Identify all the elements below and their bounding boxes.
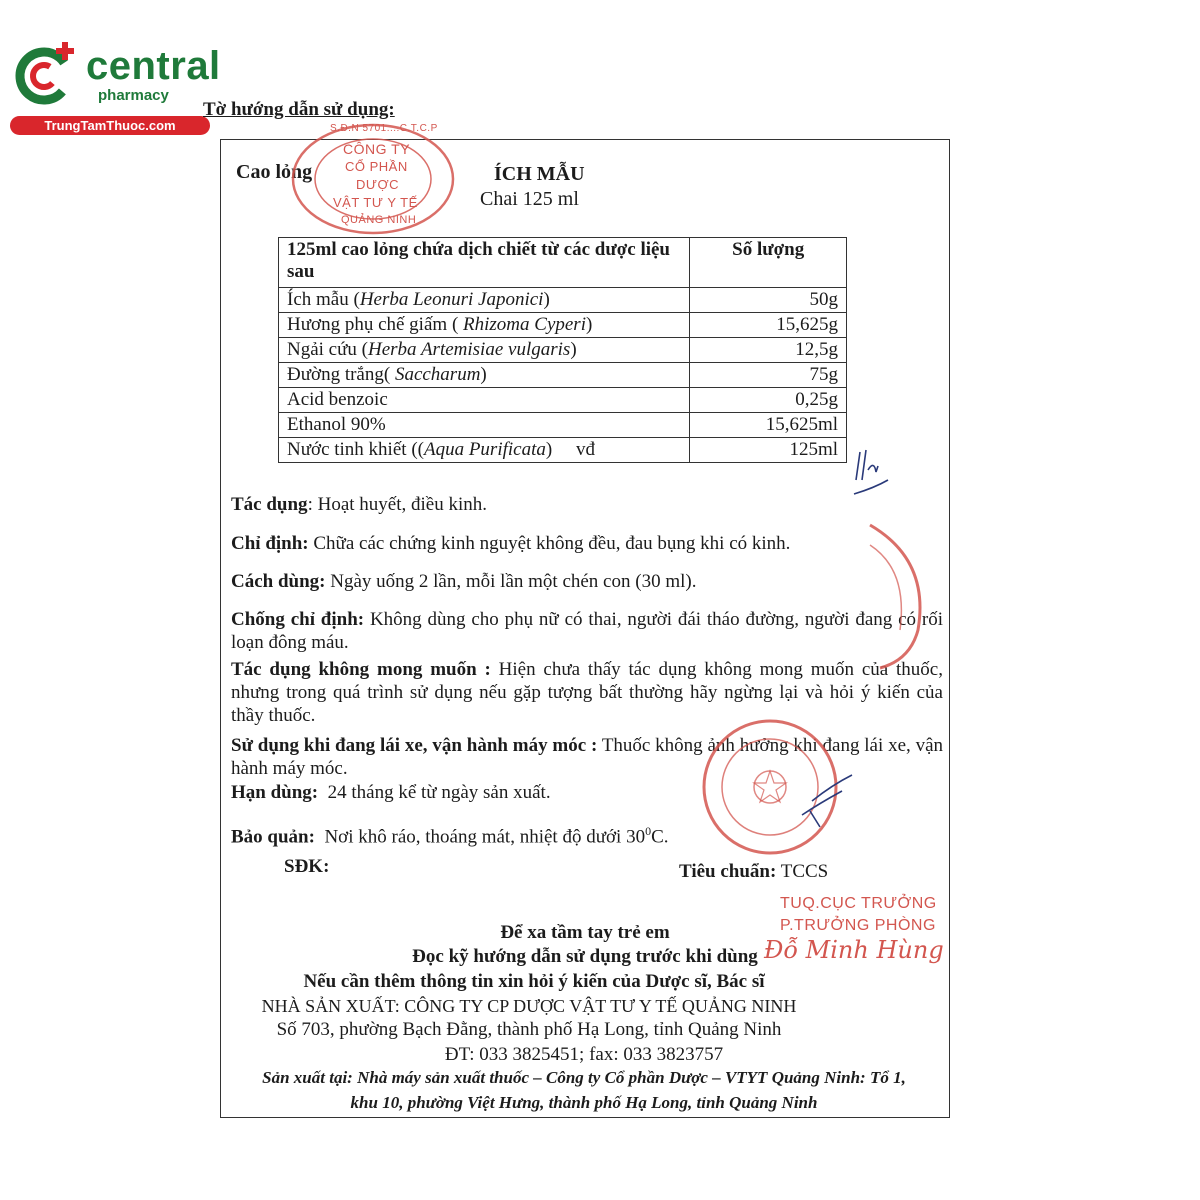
table-row [279,388,847,413]
ingredient-name: Đường trắng [287,364,384,385]
document-heading: Tờ hướng dẫn sử dụng: [203,99,395,120]
section-indication [231,532,943,555]
ingredient-cell [279,438,690,463]
degree-superscript: 0 [645,824,652,838]
stamp-line: DƯỢC [356,177,400,192]
section-label: Tác dụng không mong muốn : [231,659,491,680]
quantity-column-header: Số lượng [690,238,847,288]
section-label: Bảo quản: [231,826,315,848]
section-text-tail: C. [651,826,669,848]
quantity-cell: 125ml [690,438,847,463]
approval-title-2: P.TRƯỞNG PHÒNG [780,917,936,934]
plant-address-line2: khu 10, phường Việt Hưng, thành phố Hạ Long, tỉnh Quảng Ninh [350,1093,818,1112]
ingredient-name: Hương phụ chế giấm [287,314,448,335]
section-text: Ngày uống 2 lần, mỗi lần một chén con (30 ml). [325,571,697,592]
section-text: Hiện chưa thấy tác dụng không mong muốn của thuốc, nhưng trong quá trình sử dụng nếu gặp tượng bất thường hãy ngừng lại và hỏi ý kiến của thầy thuốc. [231,659,943,726]
warning-line: Đọc kỹ hướng dẫn sử dụng trước khi dùng [412,946,758,967]
logo-name: central [86,44,221,88]
quantity-cell: 75g [690,363,847,388]
quantity-cell: 15,625ml [690,413,847,438]
ingredient-name: Ngải cứu [287,339,357,360]
section-usage [231,570,943,593]
ingredient-latin: Herba Leonuri Japonici [359,289,544,310]
ingredient-latin: Aqua Purificata [423,439,546,460]
section-effect [231,493,943,516]
table-row [279,438,847,463]
section-text: Thuốc không ảnh hưởng khi đang lái xe, vận hành máy móc. [231,735,944,779]
table-row [279,338,847,363]
composition-header-row [279,238,847,288]
ingredient-cell [279,338,690,363]
manufacturer-phone: ĐT: 033 3825451; fax: 033 3823757 [444,1044,724,1065]
section-shelf-life [231,781,943,804]
section-text: Chữa các chứng kinh nguyệt không đều, đau bụng khi có kinh. [308,533,791,554]
ingredient-column-header: 125ml cao lỏng chứa dịch chiết từ các dược liệu sau [279,238,690,288]
section-text: 24 tháng kể từ ngày sản xuất. [318,782,551,803]
section-label: Chống chỉ định: [231,609,365,630]
ingredient-cell [279,313,690,338]
standard-value: TCCS [776,861,829,882]
quantity-cell: 12,5g [690,338,847,363]
quantity-cell: 15,625g [690,313,847,338]
ingredient-latin: Rhizoma Cyperi [463,314,586,335]
pharmacy-logo [10,38,221,138]
paren-close: ) [585,314,593,335]
standard-label: Tiêu chuẩn: [679,861,777,882]
paren-close: ) [543,289,550,310]
logo-subtitle: pharmacy [98,87,169,104]
stamp-line: QUẢNG NINH [341,214,417,226]
quantity-cell: 0,25g [690,388,847,413]
warning-line: Để xa tầm tay trẻ em [500,922,670,943]
pharmacy-logo-icon [12,40,80,108]
approval-signer: Đỗ Minh Hùng [764,936,944,964]
table-row [279,313,847,338]
section-label: Hạn dùng: [231,782,319,803]
ingredient-suffix: vđ [552,439,595,460]
manufacturer-address: Số 703, phường Bạch Đằng, thành phố Hạ Long, tỉnh Quảng Ninh [276,1019,782,1040]
logo-banner[interactable]: TrungTamThuoc.com [10,116,210,135]
approval-title-1: TUQ.CỤC TRƯỞNG [780,895,937,912]
section-label: Tác dụng [231,494,308,515]
stamp-line: CÔNG TY [343,141,411,157]
ingredient-latin: Saccharum [394,364,481,385]
section-label: Cách dùng: [231,571,326,592]
section-label: Chỉ định: [231,533,309,554]
section-text: : Hoạt huyết, điều kinh. [307,494,487,515]
section-driving [231,734,943,780]
plant-address-line1: Sản xuất tại: Nhà máy sản xuất thuốc – Công ty Cổ phần Dược – VTYT Quảng Ninh: Tổ 1, [262,1068,906,1087]
section-text: Nơi khô ráo, thoáng mát, nhiệt độ dưới 30 [314,826,646,848]
warning-line: Nếu cần thêm thông tin xin hỏi ý kiến của Dược sĩ, Bác sĩ [303,971,765,992]
manufacturer-name: NHÀ SẢN XUẤT: CÔNG TY CP DƯỢC VẬT TƯ Y TẾ QUẢNG NINH [261,996,797,1016]
package-size: Chai 125 ml [480,188,579,210]
paren-close: ) [545,439,553,460]
registration-label: SĐK: [284,856,330,877]
paren-close: ) [570,339,577,360]
quantity-cell: 50g [690,288,847,313]
ingredient-name: Acid benzoic [287,389,388,410]
stamp-ring-text: S.Đ.N 5701....C.T.C.P [330,123,438,134]
stamp-line: VẬT TƯ Y TẾ [333,195,418,210]
paren-open: ( [383,364,395,385]
section-text: Không dùng cho phụ nữ có thai, người đái tháo đường, người đang có rối loạn đông máu. [231,609,943,653]
standard-info [679,861,828,883]
section-side-effects [231,658,943,727]
dosage-form: Cao lỏng [236,161,313,183]
section-storage [231,820,943,848]
ingredient-name: Ethanol 90% [287,414,386,435]
paren-close: ) [480,364,487,385]
section-label: Sử dụng khi đang lái xe, vận hành máy móc : [231,735,598,756]
ingredient-cell [279,363,690,388]
stamp-line: CỔ PHẦN [345,159,408,174]
paren-open: ( [356,339,368,360]
ingredient-name: Nước tinh khiết [287,439,407,460]
product-name: ÍCH MẪU [494,163,585,185]
table-row [279,413,847,438]
ingredient-latin: Herba Artemisiae vulgaris [368,339,571,360]
ingredient-name: Ích mẫu [287,289,349,310]
ingredient-cell [279,413,690,438]
paren-open: ( [348,289,360,310]
ingredient-cell [279,388,690,413]
ingredient-cell [279,288,690,313]
table-row [279,288,847,313]
paren-open: (( [406,439,424,460]
table-row [279,363,847,388]
section-contraindication [231,608,943,654]
paren-open: ( [447,314,464,335]
composition-table [278,237,847,463]
